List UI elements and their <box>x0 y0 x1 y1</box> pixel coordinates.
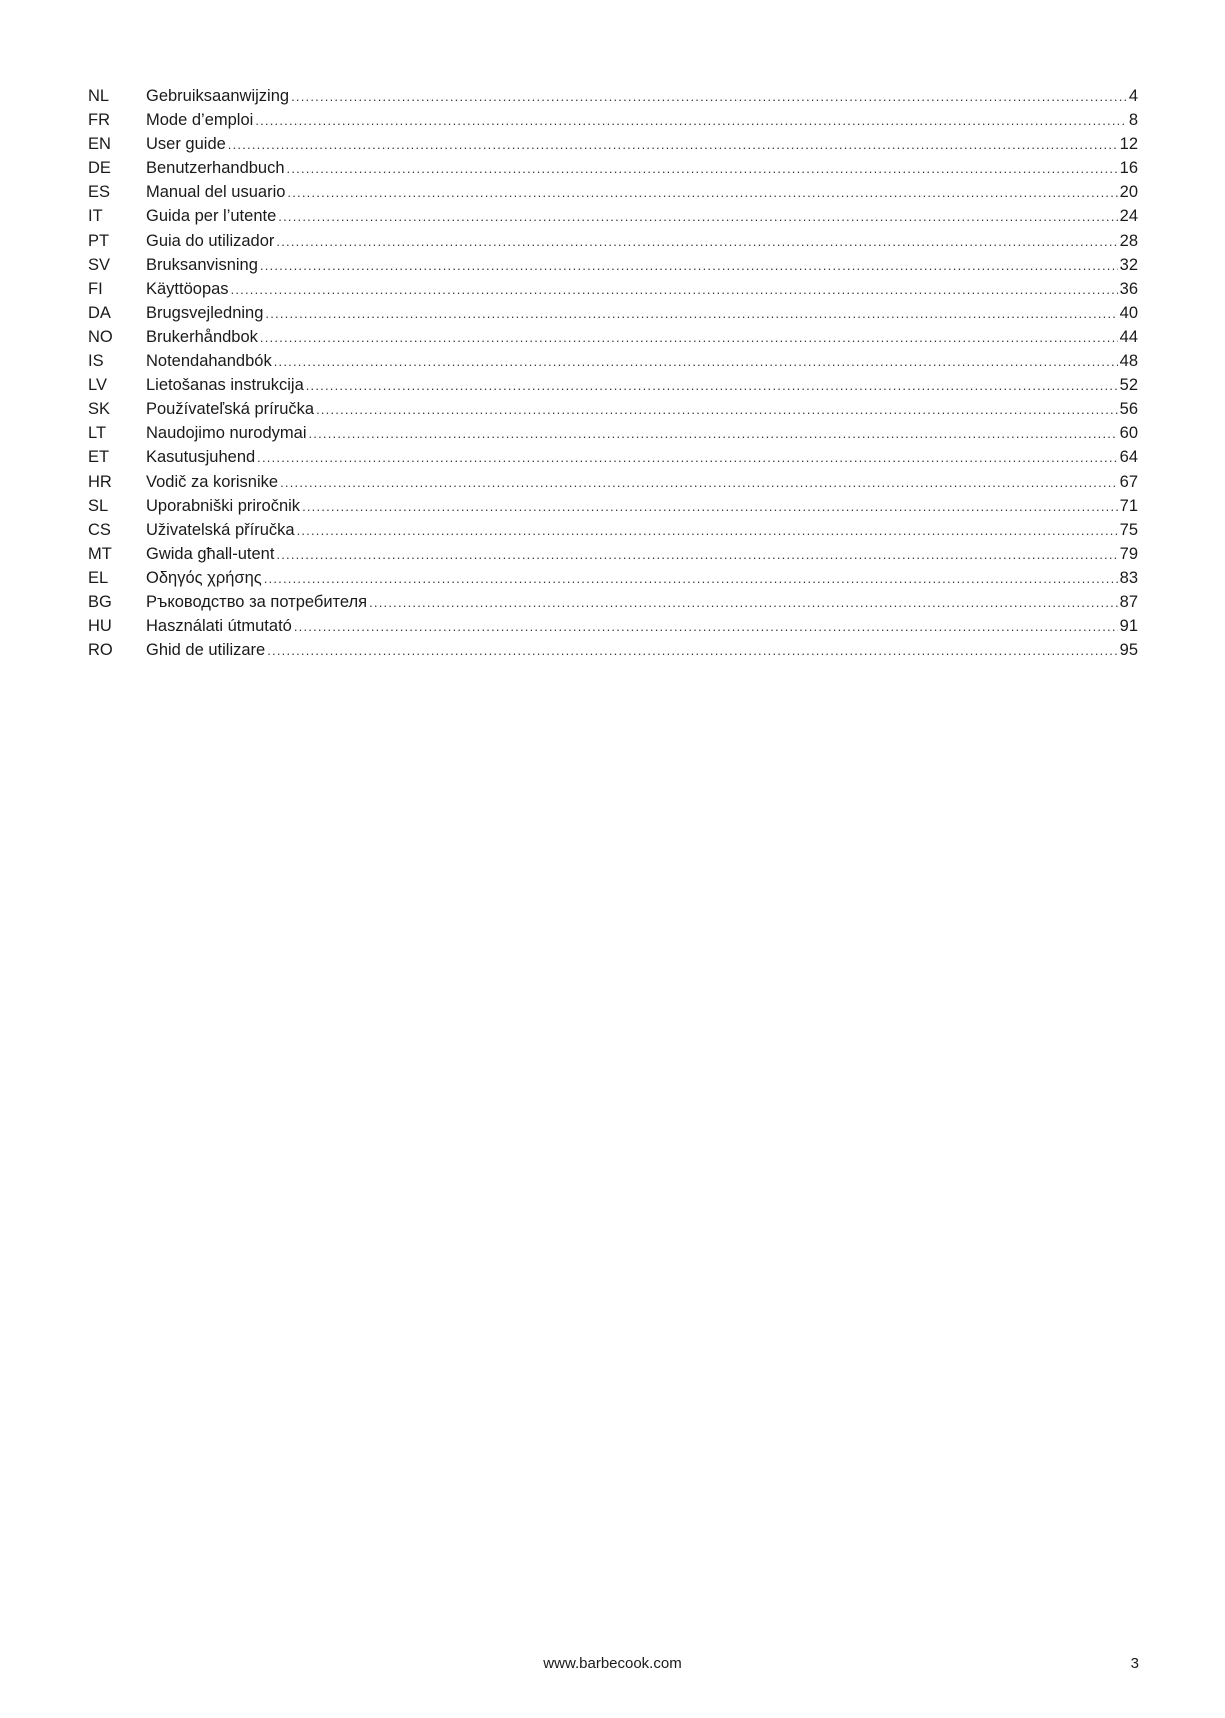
toc-dot-leader <box>306 374 1118 398</box>
toc-page-number: 36 <box>1119 279 1138 298</box>
toc-language-code: NO <box>88 327 113 346</box>
toc-entry <box>88 445 1138 469</box>
toc-title: Brukerhåndbok <box>146 327 258 346</box>
toc-dot-leader <box>280 471 1118 495</box>
toc-entry <box>88 614 1138 638</box>
toc-title: User guide <box>146 135 226 154</box>
toc-page-number: 12 <box>1119 135 1138 154</box>
toc-page-number: 91 <box>1119 617 1138 636</box>
toc-page-number: 48 <box>1119 352 1138 371</box>
toc-dot-leader <box>287 181 1117 205</box>
toc-page-number: 64 <box>1119 448 1138 467</box>
toc-page-number: 4 <box>1128 87 1138 105</box>
toc-dot-leader <box>228 133 1118 157</box>
toc-title: Brugsvejledning <box>146 303 264 322</box>
toc-dot-leader <box>260 254 1118 278</box>
toc-page-number: 75 <box>1119 520 1138 539</box>
toc-language-code: IS <box>88 352 104 371</box>
toc-title: Használati útmutató <box>146 617 292 636</box>
toc-language-code: MT <box>88 544 112 563</box>
toc-dot-leader <box>294 615 1118 639</box>
toc-entry <box>88 180 1138 204</box>
toc-title: Gebruiksaanwijzing <box>146 87 290 105</box>
toc-dot-leader <box>297 519 1118 543</box>
toc-entry <box>88 156 1138 180</box>
toc-entry <box>88 421 1138 445</box>
toc-dot-leader <box>369 591 1118 615</box>
toc-title: Gwida għall-utent <box>146 544 275 563</box>
toc-dot-leader <box>276 543 1117 567</box>
toc-title: Guida per l’utente <box>146 207 277 226</box>
toc-page-number: 28 <box>1119 231 1138 250</box>
toc-dot-leader <box>260 326 1118 350</box>
toc-language-code: IT <box>88 207 103 226</box>
toc-page-number: 79 <box>1119 544 1138 563</box>
toc-language-code: SK <box>88 400 111 419</box>
toc-entry <box>88 373 1138 397</box>
toc-dot-leader <box>231 278 1118 302</box>
toc-language-code: NL <box>88 87 110 105</box>
toc-entry <box>88 301 1138 325</box>
toc-entry <box>88 566 1138 590</box>
toc-title: Bruksanvisning <box>146 255 258 274</box>
toc-title: Οδηγός χρήσης <box>146 568 262 587</box>
toc-entry <box>88 349 1138 373</box>
toc-title: Kasutusjuhend <box>146 448 256 467</box>
toc-title: Guia do utilizador <box>146 231 275 250</box>
toc-dot-leader <box>302 495 1118 519</box>
toc-dot-leader <box>276 230 1117 254</box>
toc-language-code: RO <box>88 641 113 660</box>
toc-page-number: 83 <box>1119 568 1138 587</box>
toc-dot-leader <box>316 398 1118 422</box>
toc-dot-leader <box>265 302 1117 326</box>
toc-title: Manual del usuario <box>146 183 286 202</box>
toc-title: Vodič za korisnike <box>146 472 279 491</box>
toc-dot-leader <box>264 567 1118 591</box>
toc-language-code: FI <box>88 279 103 298</box>
toc-page-number: 24 <box>1119 207 1138 226</box>
toc-entry <box>88 494 1138 518</box>
footer-page-number: 3 <box>1130 1655 1139 1672</box>
toc-title: Lietošanas instrukcija <box>146 376 304 395</box>
toc-entry <box>88 277 1138 301</box>
toc-language-code: HU <box>88 617 112 636</box>
toc-entry <box>88 132 1138 156</box>
toc-title: Používateľská príručka <box>146 400 315 419</box>
toc-title: Käyttöopas <box>146 279 229 298</box>
toc-entry <box>88 253 1138 277</box>
toc-title: Notendahandbók <box>146 352 272 371</box>
toc-entry <box>88 229 1138 253</box>
toc-page-number: 67 <box>1119 472 1138 491</box>
toc-dot-leader <box>278 205 1117 229</box>
toc-dot-leader <box>274 350 1118 374</box>
toc-page-number: 44 <box>1119 327 1138 346</box>
toc-entry <box>88 108 1138 132</box>
toc-page-number: 60 <box>1119 424 1138 443</box>
toc-title: Naudojimo nurodymai <box>146 424 307 443</box>
toc-language-code: DA <box>88 303 111 322</box>
toc-title: Uživatelská příručka <box>146 520 295 539</box>
toc-language-code: DE <box>88 159 111 178</box>
toc-language-code: PT <box>88 231 110 250</box>
toc-entry <box>88 325 1138 349</box>
toc-language-code: EL <box>88 568 109 587</box>
toc-dot-leader <box>291 85 1127 109</box>
toc-title: Mode d’emploi <box>146 111 254 130</box>
toc-language-code: FR <box>88 111 110 130</box>
table-of-contents <box>88 84 1138 662</box>
toc-page-number: 95 <box>1119 641 1138 660</box>
toc-title: Benutzerhandbuch <box>146 159 285 178</box>
toc-title: Ghid de utilizare <box>146 641 266 660</box>
toc-page-number: 87 <box>1119 592 1138 611</box>
toc-title: Uporabniški priročnik <box>146 496 301 515</box>
toc-dot-leader <box>255 109 1127 133</box>
toc-entry <box>88 84 1138 108</box>
toc-entry <box>88 518 1138 542</box>
toc-entry <box>88 590 1138 614</box>
toc-language-code: SV <box>88 255 111 274</box>
toc-entry <box>88 204 1138 228</box>
toc-page-number: 16 <box>1119 159 1138 178</box>
toc-dot-leader <box>309 422 1118 446</box>
toc-page-number: 71 <box>1119 496 1138 515</box>
toc-language-code: LT <box>88 424 107 443</box>
toc-entry <box>88 470 1138 494</box>
toc-language-code: SL <box>88 496 109 515</box>
toc-language-code: HR <box>88 472 112 491</box>
toc-page-number: 40 <box>1119 303 1138 322</box>
toc-dot-leader <box>267 639 1117 663</box>
toc-language-code: LV <box>88 376 107 395</box>
toc-language-code: BG <box>88 592 112 611</box>
toc-page-number: 52 <box>1119 376 1138 395</box>
toc-dot-leader <box>287 157 1118 181</box>
toc-language-code: EN <box>88 135 111 154</box>
toc-page-number: 8 <box>1128 111 1138 130</box>
toc-title: Ръководство за потребителя <box>146 592 368 611</box>
toc-entry <box>88 397 1138 421</box>
toc-page-number: 20 <box>1119 183 1138 202</box>
toc-entry <box>88 542 1138 566</box>
toc-language-code: ET <box>88 448 110 467</box>
toc-language-code: CS <box>88 520 111 539</box>
toc-language-code: ES <box>88 183 111 202</box>
toc-dot-leader <box>257 446 1117 470</box>
toc-page-number: 32 <box>1119 255 1138 274</box>
toc-page-number: 56 <box>1119 400 1138 419</box>
toc-entry <box>88 638 1138 662</box>
footer-website-url: www.barbecook.com <box>543 1655 682 1672</box>
